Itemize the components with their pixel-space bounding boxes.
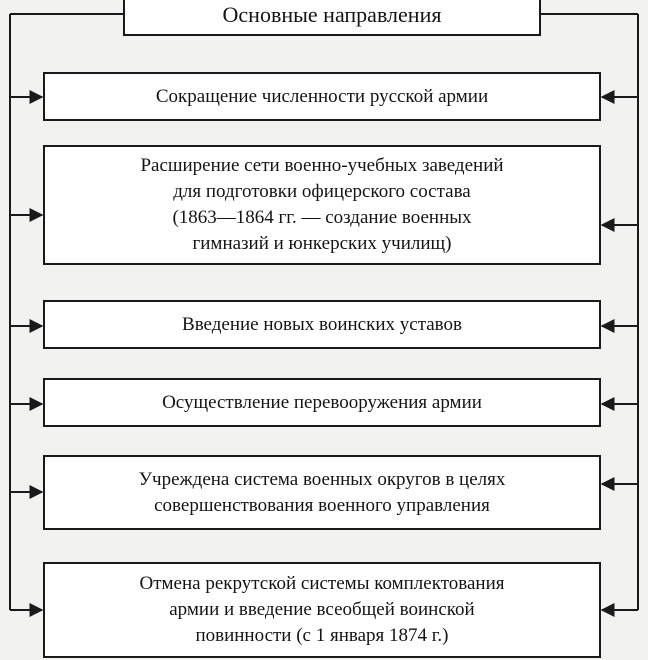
box-5-line-2: совершенствования военного управления — [154, 494, 490, 516]
box-1-line-1: Сокращение численности русской армии — [155, 85, 489, 107]
direction-box-6 — [43, 562, 601, 658]
direction-box-5 — [43, 455, 601, 530]
direction-box-3 — [43, 300, 601, 349]
box-6-line-3: повинности (с 1 января 1874 г.) — [195, 625, 449, 646]
box-2-line-3: (1863—1864 гг. — создание военных — [172, 207, 472, 228]
diagram-title: Основные направления — [222, 2, 442, 27]
box-2-line-4: гимназий и юнкерских училищ) — [192, 233, 452, 254]
direction-box-1 — [43, 72, 601, 121]
box-2-line-1: Расширение сети военно-учебных заведений — [140, 155, 504, 176]
box-6-line-2: армии и введение всеобщей воинской — [169, 599, 475, 620]
box-4-line-1: Осуществление перевооружения армии — [162, 391, 482, 413]
box-5-line-1: Учреждена система военных округов в целях — [138, 468, 506, 490]
direction-box-2 — [43, 145, 601, 265]
title-box — [123, 0, 541, 36]
box-6-line-1: Отмена рекрутской системы комплектования — [139, 573, 505, 594]
box-2-line-2: для подготовки офицерского состава — [173, 181, 471, 202]
direction-box-4 — [43, 378, 601, 427]
box-3-line-1: Введение новых воинских уставов — [182, 313, 462, 335]
